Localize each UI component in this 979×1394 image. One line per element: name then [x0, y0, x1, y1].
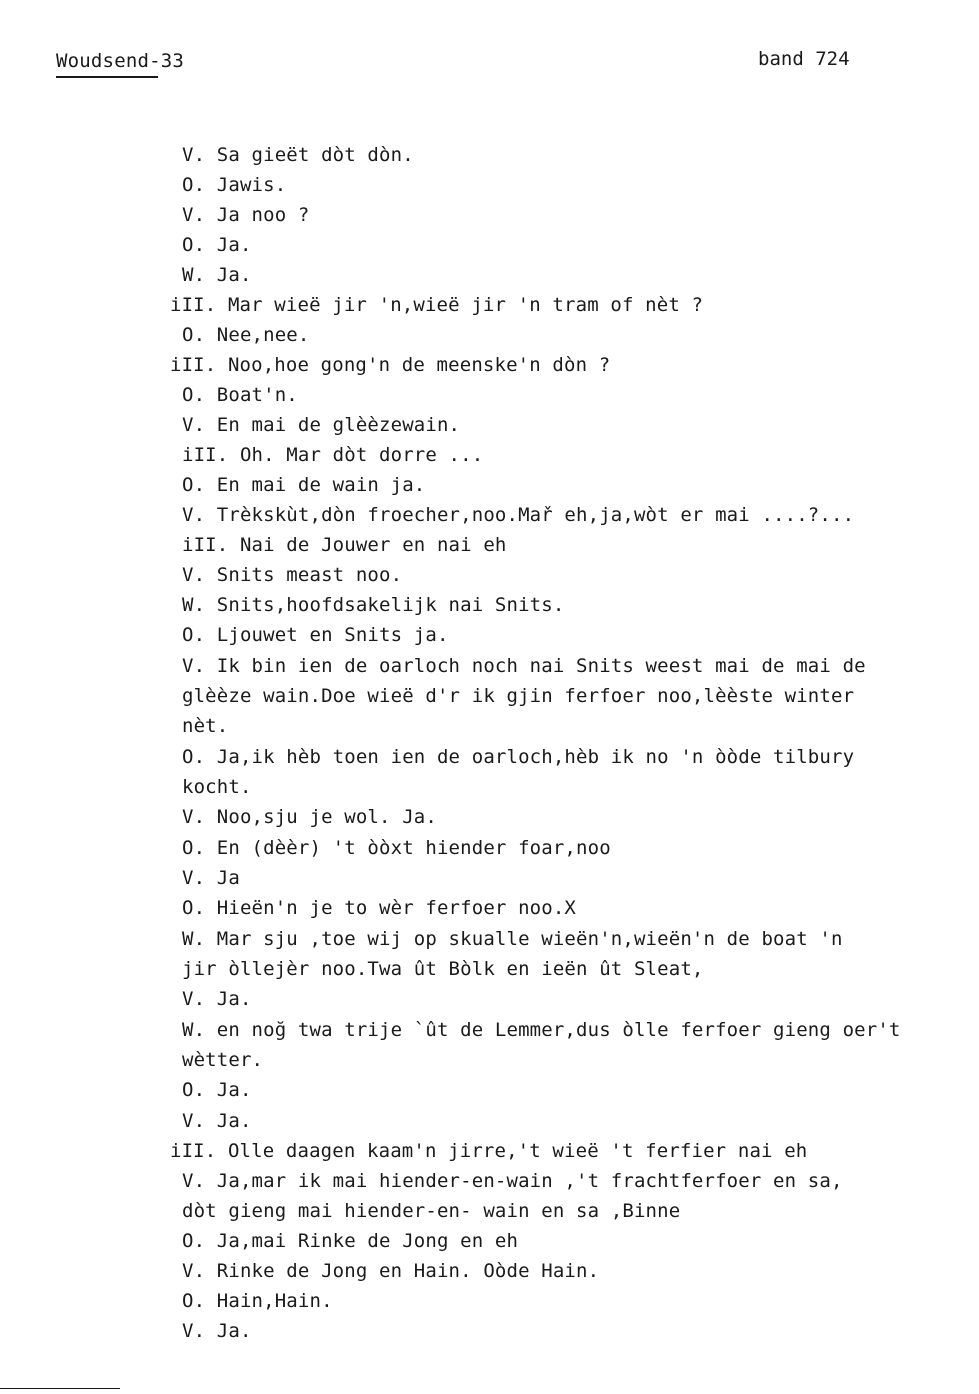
- transcript-line: V. Noo,sju je wol. Ja.: [182, 806, 437, 828]
- transcript-line: O. Hieën'n je to wèr ferfoer noo.X: [182, 897, 577, 919]
- page-edge-rule: [0, 1388, 120, 1389]
- tape-number: band 724: [758, 48, 850, 70]
- transcript-line: iII. Olle daagen kaam'n jirre,'t wieë 't ferfier nai eh: [170, 1140, 808, 1162]
- transcript-line: O. Ja.: [182, 1079, 252, 1101]
- transcript-line: dòt gieng mai hiender-en- wain en sa ,Binne: [182, 1200, 681, 1222]
- transcript-line: O. Ljouwet en Snits ja.: [182, 624, 449, 646]
- transcript-line: V. Ja: [182, 867, 240, 889]
- reference-underline: [56, 76, 158, 78]
- transcript-line: W. Mar sju ,toe wij op skualle wieën'n,wieën'n de boat 'n: [182, 928, 843, 950]
- transcript-line: O. En mai de wain ja.: [182, 474, 426, 496]
- transcript-line: iII. Nai de Jouwer en nai eh: [182, 534, 507, 556]
- transcript-line: V. Ja.: [182, 1110, 252, 1132]
- transcript-line: O. Ja.: [182, 234, 252, 256]
- transcript-line: O. En (dèèr) 't òòxt hiender foar,noo: [182, 837, 611, 859]
- transcript-line: O. Boat'n.: [182, 384, 298, 406]
- transcript-line: nèt.: [182, 715, 229, 737]
- transcript-line: O. Ja,mai Rinke de Jong en eh: [182, 1230, 519, 1252]
- transcript-line: V. Ik bin ien de oarloch noch nai Snits weest mai de mai de: [182, 655, 866, 677]
- transcript-line: V. Ja noo ?: [182, 204, 310, 226]
- transcript-line: iII. Mar wieë jir 'n,wieë jir 'n tram of nèt ?: [170, 294, 704, 316]
- document-reference-text: Woudsend-33: [56, 50, 185, 72]
- transcript-line: O. Nee,nee.: [182, 324, 310, 346]
- transcript-line: V. Ja.: [182, 1320, 252, 1342]
- transcript-line: O. Hain,Hain.: [182, 1290, 333, 1312]
- transcript-line: O. Ja,ik hèb toen ien de oarloch,hèb ik no 'n òòde tilbury: [182, 746, 855, 768]
- transcript-line: iII. Oh. Mar dòt dorre ...: [182, 444, 484, 466]
- transcript-line: W. en noğ twa trije `ût de Lemmer,dus òlle ferfoer gieng oer't: [182, 1019, 901, 1041]
- transcript-line: O. Jawis.: [182, 174, 287, 196]
- transcript-line: V. Snits meast noo.: [182, 564, 403, 586]
- transcript-line: V. Ja,mar ik mai hiender-en-wain ,'t frachtferfoer en sa,: [182, 1170, 843, 1192]
- transcript-line: V. En mai de glèèzewain.: [182, 414, 461, 436]
- transcript-line: iII. Noo,hoe gong'n de meenske'n dòn ?: [170, 354, 611, 376]
- transcript-line: W. Ja.: [182, 264, 252, 286]
- transcript-line: V. Trèkskùt,dòn froecher,noo.Mař eh,ja,wòt er mai ....?...: [182, 504, 855, 526]
- document-reference: [56, 50, 184, 72]
- transcript-line: V. Sa gieët dòt dòn.: [182, 144, 414, 166]
- transcript-line: W. Snits,hoofdsakelijk nai Snits.: [182, 594, 565, 616]
- transcript-line: kocht.: [182, 776, 252, 798]
- transcript-line: V. Ja.: [182, 988, 252, 1010]
- transcript-line: V. Rinke de Jong en Hain. Oòde Hain.: [182, 1260, 600, 1282]
- transcript-line: glèèze wain.Doe wieë d'r ik gjin ferfoer noo,lèèste winter: [182, 685, 855, 707]
- transcript-line: wètter.: [182, 1049, 264, 1071]
- transcript-line: jir òllejèr noo.Twa ût Bòlk en ieën ût Sleat,: [182, 958, 704, 980]
